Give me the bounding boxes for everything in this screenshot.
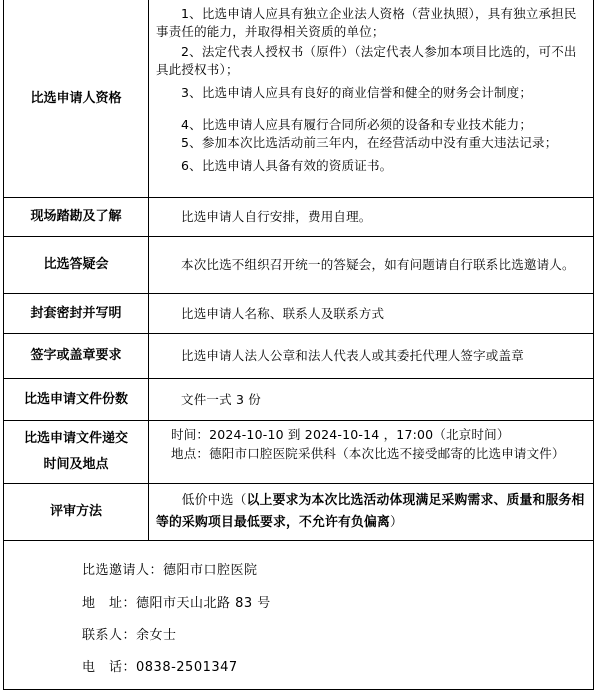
evaluation-bold: 以上要求为本次比选活动体现满足采购需求、质量和服务相等的采购项目最低要求，不允许有负偏离	[156, 493, 585, 530]
submission-label-line2: 时间及地点	[43, 457, 109, 472]
copies-label: 比选申请文件份数	[4, 379, 149, 420]
qualification-item-3: 3、比选申请人应具有良好的商业信誉和健全的财务会计制度；	[181, 85, 533, 100]
qualification-label: 比选申请人资格	[4, 0, 149, 197]
site-visit-text: 比选申请人自行安排，费用自理。	[181, 209, 372, 224]
seal-cell	[150, 294, 593, 333]
contact-line: 联系人：余女士	[82, 628, 177, 643]
qualification-item-5: 5、参加本次比选活动前三年内，在经营活动中没有重大违法记录；	[181, 135, 558, 150]
sign-cell	[150, 334, 593, 378]
evaluation-label: 评审方法	[4, 484, 149, 540]
table-row-site-visit	[4, 197, 593, 236]
evaluation-lead: 低价中选（	[181, 493, 247, 508]
submission-label-line1: 比选申请文件递交	[23, 431, 128, 446]
submission-time: 时间：2024-10-10 到 2024-10-14 ，17:00（北京时间）	[171, 427, 510, 442]
qualification-item-2: 2、法定代表人授权书（原件）（法定代表人参加本项目比选的，可不出具此授权书）；	[156, 44, 577, 77]
seal-label: 封套密封并写明	[4, 294, 149, 333]
table-row-qualification	[4, 0, 593, 197]
site-visit-label: 现场踏勘及了解	[4, 198, 149, 236]
table-row-qa	[4, 236, 593, 293]
submission-place: 地点：德阳市口腔医院采供科（本次比选不接受邮寄的比选申请文件）	[171, 446, 565, 461]
table-row-evaluation	[4, 483, 593, 540]
phone-line: 电 话：0838-2501347	[82, 660, 238, 675]
sign-label: 签字或盖章要求	[4, 334, 149, 378]
table-row-submission	[4, 420, 593, 483]
qa-text: 本次比选不组织召开统一的答疑会，如有问题请自行联系比选邀请人。	[181, 257, 575, 272]
contact-block	[4, 540, 593, 690]
seal-text: 比选申请人名称、联系人及联系方式	[181, 305, 385, 321]
sign-text: 比选申请人法人公章和法人代表人或其委托代理人签字或盖章	[181, 348, 524, 363]
table-row-seal	[4, 293, 593, 333]
evaluation-tail: ）	[389, 515, 403, 530]
evaluation-text	[156, 490, 587, 534]
copies-text: 文件一式 3 份	[181, 391, 261, 407]
qualification-item-1: 1、比选申请人应具有独立企业法人资格（营业执照），具有独立承担民事责任的能力，并取得相关资质的单位；	[156, 6, 577, 39]
qa-cell	[150, 237, 593, 293]
submission-cell	[150, 421, 593, 483]
inviter-line: 比选邀请人：德阳市口腔医院	[82, 563, 258, 578]
qualification-item-6: 6、比选申请人具备有效的资质证书。	[181, 158, 393, 173]
qualification-item-4: 4、比选申请人应具有履行合同所必须的设备和专业技术能力；	[181, 117, 533, 132]
table-row-sign	[4, 333, 593, 378]
procurement-table	[3, 0, 594, 690]
address-line: 地 址：德阳市天山北路 83 号	[82, 596, 271, 611]
table-row-copies	[4, 378, 593, 420]
qualification-list	[150, 0, 593, 197]
evaluation-cell	[150, 484, 593, 540]
site-visit-cell	[150, 198, 593, 236]
copies-cell	[150, 379, 593, 420]
qa-label: 比选答疑会	[4, 237, 149, 293]
submission-label	[4, 421, 149, 483]
